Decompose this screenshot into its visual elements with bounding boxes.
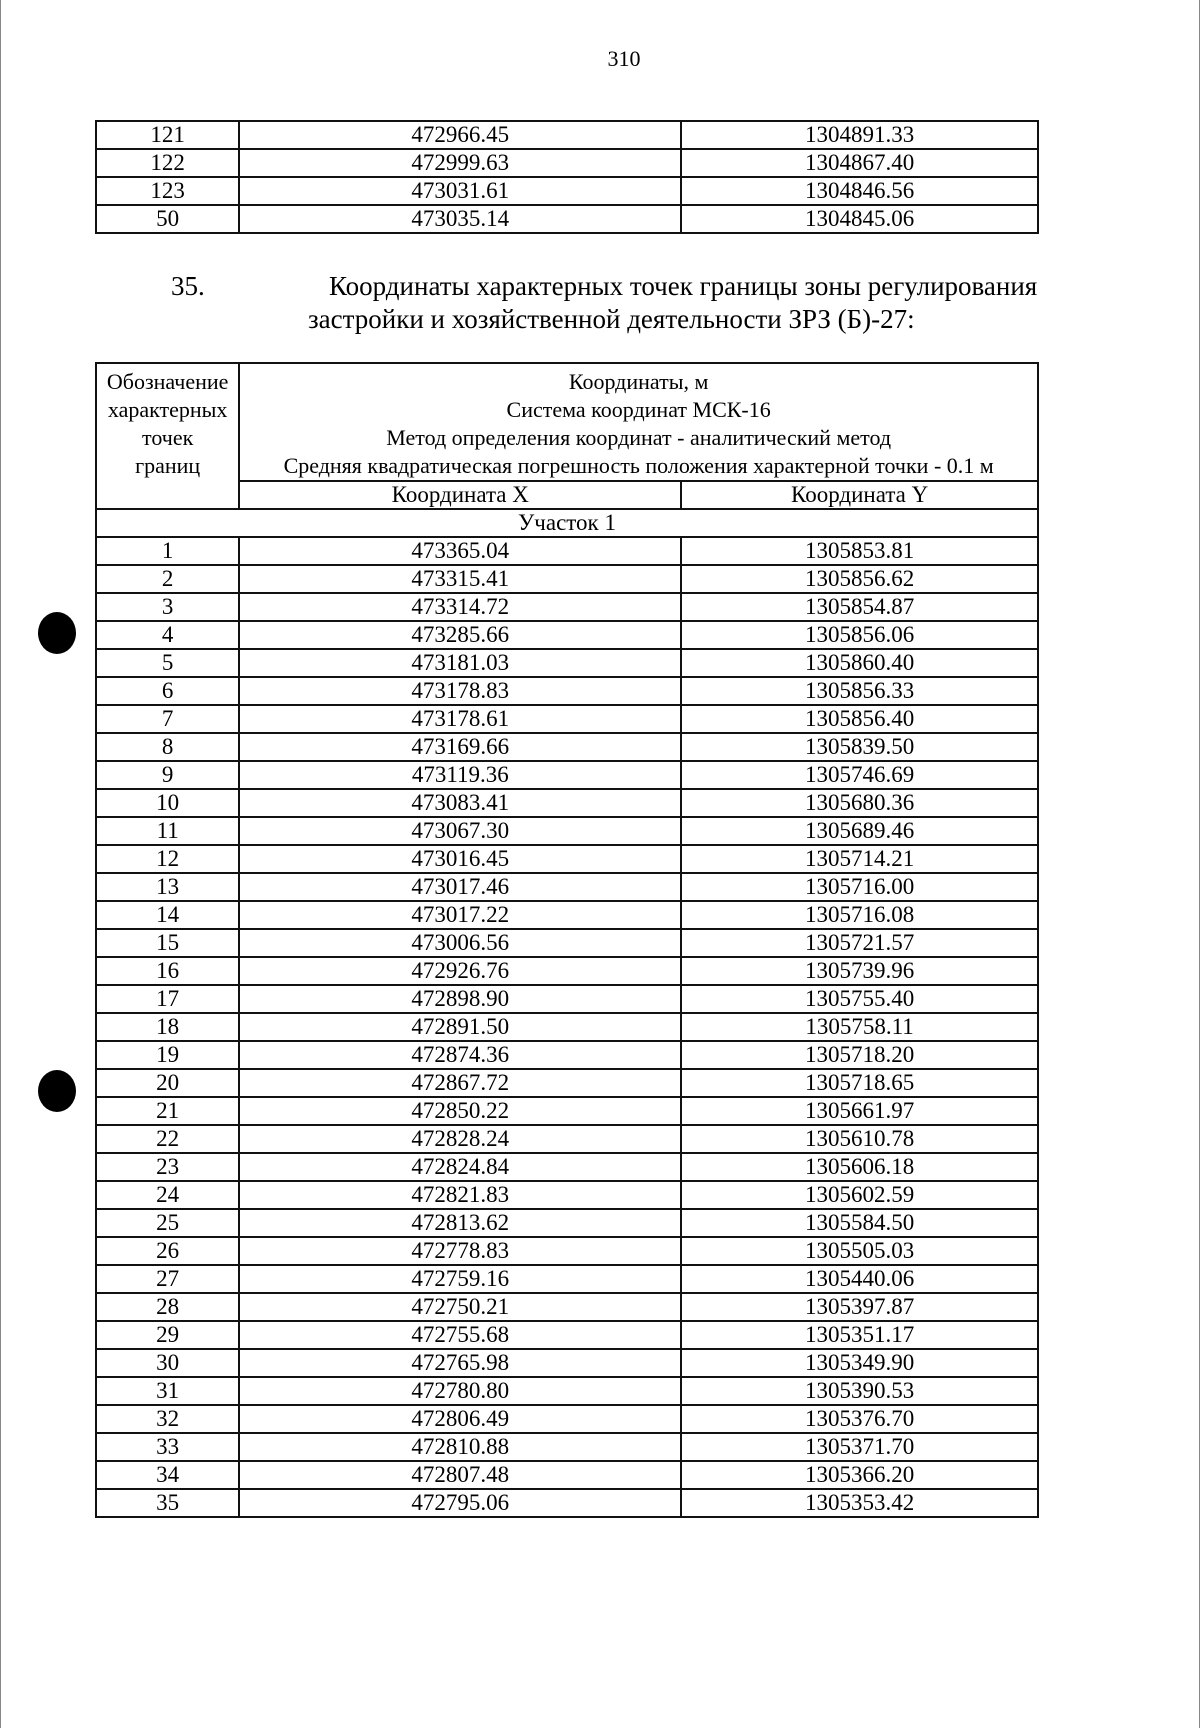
y-coordinate-cell: 1305718.65 (681, 1069, 1038, 1097)
y-coordinate-cell: 1305390.53 (681, 1377, 1038, 1405)
point-cell: 50 (96, 205, 239, 233)
table-row (96, 733, 1038, 761)
y-coordinate-cell: 1304845.06 (681, 205, 1038, 233)
point-cell: 7 (96, 705, 239, 733)
top-table-body (96, 121, 1038, 233)
table-row (96, 1405, 1038, 1433)
table-row (96, 957, 1038, 985)
y-coordinate-cell: 1305353.42 (681, 1489, 1038, 1517)
table-row (96, 649, 1038, 677)
point-cell: 11 (96, 817, 239, 845)
point-cell: 13 (96, 873, 239, 901)
table-row (96, 985, 1038, 1013)
point-cell: 25 (96, 1209, 239, 1237)
x-coordinate-cell: 472874.36 (239, 1041, 681, 1069)
header-left-line: Обозначение (106, 369, 229, 394)
point-cell: 23 (96, 1153, 239, 1181)
table-row (96, 1433, 1038, 1461)
y-coordinate-cell: 1305856.06 (681, 621, 1038, 649)
point-cell: 19 (96, 1041, 239, 1069)
x-coordinate-cell: 473365.04 (239, 537, 681, 565)
x-coordinate-cell: 472966.45 (239, 121, 681, 149)
point-cell: 5 (96, 649, 239, 677)
y-coordinate-cell: 1305856.40 (681, 705, 1038, 733)
x-coordinate-cell: 472778.83 (239, 1237, 681, 1265)
point-cell: 20 (96, 1069, 239, 1097)
y-coordinate-cell: 1305721.57 (681, 929, 1038, 957)
x-coordinate-cell: 472828.24 (239, 1125, 681, 1153)
point-cell: 32 (96, 1405, 239, 1433)
y-coordinate-cell: 1305755.40 (681, 985, 1038, 1013)
x-coordinate-cell: 473083.41 (239, 789, 681, 817)
y-coordinate-cell: 1305714.21 (681, 845, 1038, 873)
x-coordinate-cell: 472813.62 (239, 1209, 681, 1237)
header-left-line: границ (135, 453, 201, 478)
x-coordinate-cell: 473178.61 (239, 705, 681, 733)
y-coordinate-cell: 1304867.40 (681, 149, 1038, 177)
table-row (96, 1069, 1038, 1097)
page-number: 310 (607, 46, 641, 71)
y-coordinate-cell: 1305606.18 (681, 1153, 1038, 1181)
point-cell: 123 (96, 177, 239, 205)
table-row (96, 789, 1038, 817)
point-cell: 16 (96, 957, 239, 985)
table-row (96, 1265, 1038, 1293)
y-coordinate-cell: 1304846.56 (681, 177, 1038, 205)
x-coordinate-cell: 472755.68 (239, 1321, 681, 1349)
y-coordinate-cell: 1305584.50 (681, 1209, 1038, 1237)
table-row (96, 929, 1038, 957)
x-coordinate-cell: 473017.22 (239, 901, 681, 929)
x-coordinate-cell: 473067.30 (239, 817, 681, 845)
table-row (96, 1181, 1038, 1209)
table-row (96, 817, 1038, 845)
point-cell: 14 (96, 901, 239, 929)
header-left-line: характерных (107, 397, 228, 422)
punch-hole (38, 612, 76, 654)
x-coordinate-cell: 472891.50 (239, 1013, 681, 1041)
table-row (96, 621, 1038, 649)
point-cell: 15 (96, 929, 239, 957)
top-coordinates-table (95, 120, 1039, 234)
point-designation-header (96, 363, 239, 509)
x-coordinate-cell: 473178.83 (239, 677, 681, 705)
point-cell: 121 (96, 121, 239, 149)
point-cell: 6 (96, 677, 239, 705)
table-row (96, 205, 1038, 233)
x-coordinate-cell: 472926.76 (239, 957, 681, 985)
table-row (96, 1321, 1038, 1349)
section-title-line-2: застройки и хозяйственной деятельности ЗРЗ (Б)-27: (308, 304, 915, 334)
x-coordinate-cell: 473035.14 (239, 205, 681, 233)
point-cell: 3 (96, 593, 239, 621)
table-row (96, 1013, 1038, 1041)
y-coordinate-cell: 1305397.87 (681, 1293, 1038, 1321)
y-coordinate-cell: 1305440.06 (681, 1265, 1038, 1293)
point-cell: 122 (96, 149, 239, 177)
x-coordinate-cell: 473314.72 (239, 593, 681, 621)
x-coordinate-cell: 472759.16 (239, 1265, 681, 1293)
x-coordinate-cell: 472750.21 (239, 1293, 681, 1321)
x-coordinate-cell: 473285.66 (239, 621, 681, 649)
table-row (96, 1489, 1038, 1517)
header-top-line: Система координат МСК-16 (506, 397, 771, 422)
header-top-line: Метод определения координат - аналитический метод (386, 425, 892, 450)
col-x-header: Координата X (239, 481, 681, 509)
table-row (96, 121, 1038, 149)
x-coordinate-cell: 473181.03 (239, 649, 681, 677)
point-cell: 21 (96, 1097, 239, 1125)
table-row (96, 901, 1038, 929)
x-coordinate-cell: 473119.36 (239, 761, 681, 789)
main-coordinates-table (95, 362, 1039, 1518)
point-cell: 30 (96, 1349, 239, 1377)
header-row (96, 363, 1038, 481)
point-cell: 34 (96, 1461, 239, 1489)
y-coordinate-cell: 1305856.62 (681, 565, 1038, 593)
y-coordinate-cell: 1305680.36 (681, 789, 1038, 817)
y-coordinate-cell: 1305351.17 (681, 1321, 1038, 1349)
x-coordinate-cell: 472795.06 (239, 1489, 681, 1517)
header-top-line: Средняя квадратическая погрешность положения характерной точки - 0.1 м (283, 453, 994, 478)
table-row (96, 705, 1038, 733)
main-table-header (96, 363, 1038, 509)
y-coordinate-cell: 1305716.00 (681, 873, 1038, 901)
table-row (96, 1237, 1038, 1265)
y-coordinate-cell: 1305689.46 (681, 817, 1038, 845)
point-cell: 9 (96, 761, 239, 789)
table-row (96, 177, 1038, 205)
y-coordinate-cell: 1305853.81 (681, 537, 1038, 565)
header-top-line: Координаты, м (568, 369, 709, 394)
table-row (96, 1349, 1038, 1377)
y-coordinate-cell: 1305839.50 (681, 733, 1038, 761)
point-cell: 10 (96, 789, 239, 817)
y-coordinate-cell: 1305505.03 (681, 1237, 1038, 1265)
table-row (96, 1125, 1038, 1153)
table-row (96, 1153, 1038, 1181)
y-coordinate-cell: 1305376.70 (681, 1405, 1038, 1433)
table-row (96, 1293, 1038, 1321)
point-cell: 8 (96, 733, 239, 761)
y-coordinate-cell: 1305661.97 (681, 1097, 1038, 1125)
x-coordinate-cell: 473169.66 (239, 733, 681, 761)
section-title-line-1: Координаты характерных точек границы зоны регулирования (329, 271, 1038, 301)
main-table-body (96, 509, 1038, 1517)
table-row (96, 149, 1038, 177)
y-coordinate-cell: 1305860.40 (681, 649, 1038, 677)
y-coordinate-cell: 1305718.20 (681, 1041, 1038, 1069)
y-coordinate-cell: 1304891.33 (681, 121, 1038, 149)
col-y-header: Координата Y (681, 481, 1038, 509)
table-row (96, 761, 1038, 789)
y-coordinate-cell: 1305746.69 (681, 761, 1038, 789)
x-coordinate-cell: 472898.90 (239, 985, 681, 1013)
point-cell: 24 (96, 1181, 239, 1209)
section-row (96, 509, 1038, 537)
point-cell: 12 (96, 845, 239, 873)
punch-hole (38, 1070, 76, 1112)
x-coordinate-cell: 473315.41 (239, 565, 681, 593)
y-coordinate-cell: 1305371.70 (681, 1433, 1038, 1461)
x-coordinate-cell: 473016.45 (239, 845, 681, 873)
y-coordinate-cell: 1305366.20 (681, 1461, 1038, 1489)
y-coordinate-cell: 1305602.59 (681, 1181, 1038, 1209)
point-cell: 33 (96, 1433, 239, 1461)
table-row (96, 845, 1038, 873)
x-coordinate-cell: 472780.80 (239, 1377, 681, 1405)
point-cell: 27 (96, 1265, 239, 1293)
y-coordinate-cell: 1305716.08 (681, 901, 1038, 929)
y-coordinate-cell: 1305856.33 (681, 677, 1038, 705)
header-left-line: точек (142, 425, 194, 450)
x-coordinate-cell: 472824.84 (239, 1153, 681, 1181)
table-row (96, 1209, 1038, 1237)
table-row (96, 677, 1038, 705)
coordinates-header (239, 363, 1038, 481)
y-coordinate-cell: 1305349.90 (681, 1349, 1038, 1377)
table-row (96, 873, 1038, 901)
x-coordinate-cell: 472821.83 (239, 1181, 681, 1209)
y-coordinate-cell: 1305854.87 (681, 593, 1038, 621)
table-row (96, 593, 1038, 621)
y-coordinate-cell: 1305739.96 (681, 957, 1038, 985)
point-cell: 29 (96, 1321, 239, 1349)
point-cell: 18 (96, 1013, 239, 1041)
table-row (96, 1041, 1038, 1069)
table-row (96, 1461, 1038, 1489)
x-coordinate-cell: 472806.49 (239, 1405, 681, 1433)
table-row (96, 1377, 1038, 1405)
section-number: 35. (171, 271, 205, 301)
x-coordinate-cell: 473017.46 (239, 873, 681, 901)
y-coordinate-cell: 1305758.11 (681, 1013, 1038, 1041)
point-cell: 2 (96, 565, 239, 593)
x-coordinate-cell: 472867.72 (239, 1069, 681, 1097)
point-cell: 22 (96, 1125, 239, 1153)
point-cell: 28 (96, 1293, 239, 1321)
point-cell: 35 (96, 1489, 239, 1517)
table-row (96, 1097, 1038, 1125)
x-coordinate-cell: 473006.56 (239, 929, 681, 957)
x-coordinate-cell: 472765.98 (239, 1349, 681, 1377)
x-coordinate-cell: 473031.61 (239, 177, 681, 205)
point-cell: 17 (96, 985, 239, 1013)
point-cell: 31 (96, 1377, 239, 1405)
x-coordinate-cell: 472810.88 (239, 1433, 681, 1461)
x-coordinate-cell: 472807.48 (239, 1461, 681, 1489)
x-coordinate-cell: 472999.63 (239, 149, 681, 177)
y-coordinate-cell: 1305610.78 (681, 1125, 1038, 1153)
x-coordinate-cell: 472850.22 (239, 1097, 681, 1125)
point-cell: 26 (96, 1237, 239, 1265)
table-row (96, 537, 1038, 565)
point-cell: 1 (96, 537, 239, 565)
section-label: Участок 1 (96, 509, 1038, 537)
point-cell: 4 (96, 621, 239, 649)
table-row (96, 565, 1038, 593)
